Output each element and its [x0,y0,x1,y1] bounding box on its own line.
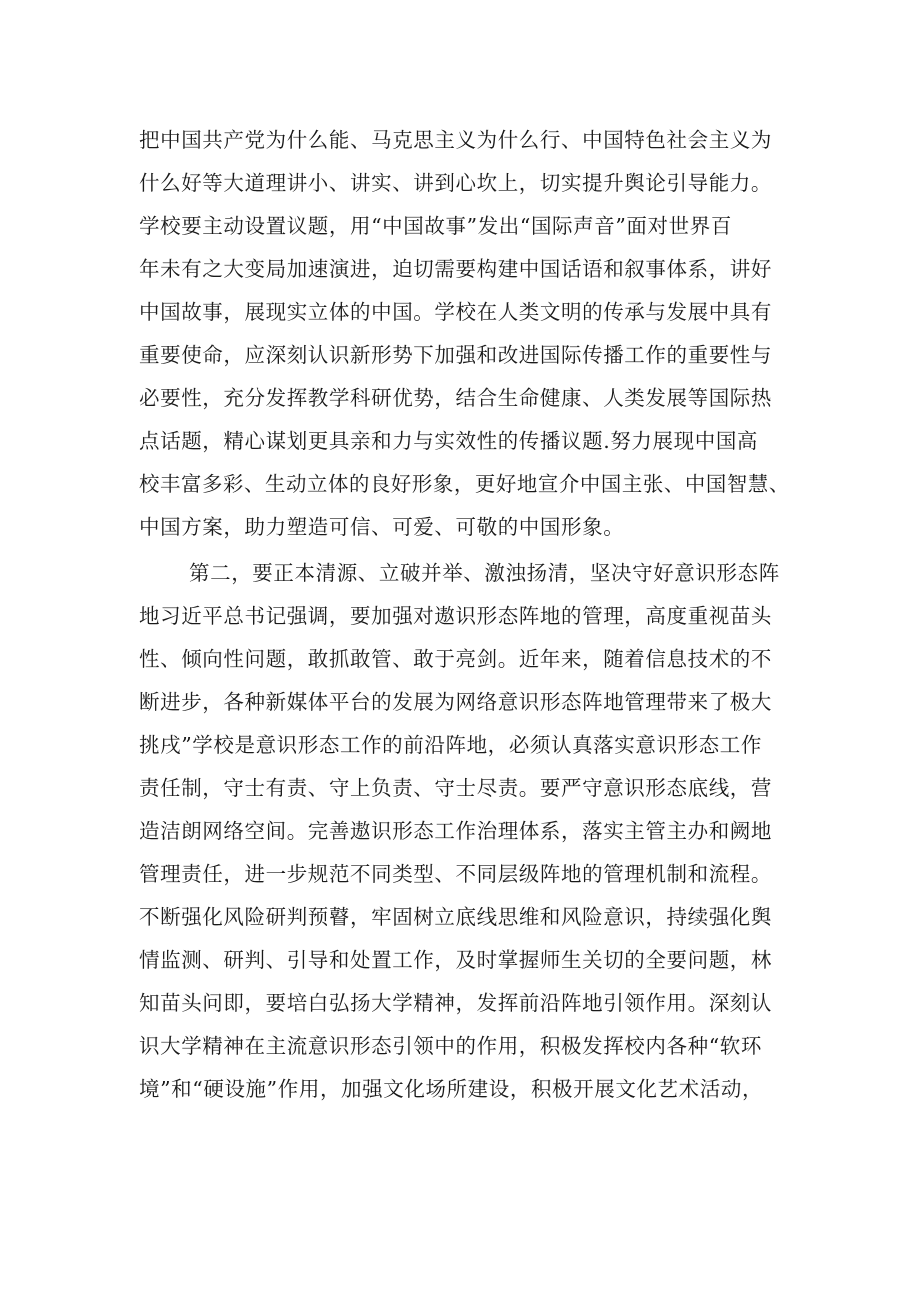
text-line: 学校要主动设置议题，用“中国故事”发出“国际声音”面对世界百 [139,214,732,238]
text-line: 性、倾向性问题，敢抓敢管、敢于亮剑。近年来，随着信息技术的不 [139,647,772,671]
text-line: 情监测、研判、引导和处置工作，及时掌握师生关切的全要问题，林 [139,948,772,972]
text-line: 知苗头问即，要培白弘扬大学精神，发挥前沿阵地引领作用。深刻认 [139,991,772,1015]
text-line: 识大学精神在主流意识形态引领中的作用，积极发挥校内各种“软环 [139,1034,762,1058]
text-line: 中国故事，展现实立体的中国。学校在人类文明的传承与发展中具有 [139,300,772,324]
paragraph-first-line: 第二，要正本清源、立破并举、激浊扬清，坚决守好意识形态阵 [189,561,780,585]
text-line: 不断强化风险研判预瞽，牢固树立底线思维和风险意识，持续强化舆 [139,905,772,929]
text-line: 什么好等大道理讲小、讲实、讲到心坎上，切实提升舆论引导能力。 [139,171,772,195]
text-line: 造洁朗网络空间。完善遨识形态工作治理体系，落实主管主办和阙地 [139,819,772,843]
text-line: 地习近平总书记强调，要加强对遨识形态阵地的管理，高度重视苗头 [139,604,772,628]
text-line: 断进步，各种新媒体平台的发展为网络意识形态阵地管理带来了极大 [139,690,772,714]
text-line: 境”和“硬设施”作用，加强文化场所建设，积极开展文化艺术活动， [139,1077,764,1101]
text-line: 责任制，守士有责、守上负责、守士尽责。要严守意识形态底线，营 [139,776,772,800]
text-line: 挑戌”学校是意识形态工作的前沿阵地，必须认真落实意识形态工作 [139,733,762,757]
text-line: 把中国共产党为什么能、马克思主义为什么行、中国特色社会主义为 [139,128,772,152]
text-line: 年未有之大变局加速演进，迫切需要构建中国话语和叙事体系，讲好 [139,257,772,281]
text-line: 中国方案，助力塑造可信、可爱、可敬的中国形象。 [139,515,625,539]
text-line: 点话题，精心谋划更具亲和力与实效性的传播议题.努力展现中国高 [139,429,759,453]
text-line: 管理责任，进一步规范不同类型、不同层级阵地的管理机制和流程。 [139,862,772,886]
text-line: 重要使命，应深刻认识新形势下加强和改进国际传播工作的重要性与 [139,343,772,367]
text-line: 必要性，充分发挥教学科研优势，结合生命健康、人类发展等国际热 [139,386,772,410]
text-line: 校丰富多彩、生动立体的良好形象，更好地宣介中国主张、中国智慧、 [139,472,790,496]
